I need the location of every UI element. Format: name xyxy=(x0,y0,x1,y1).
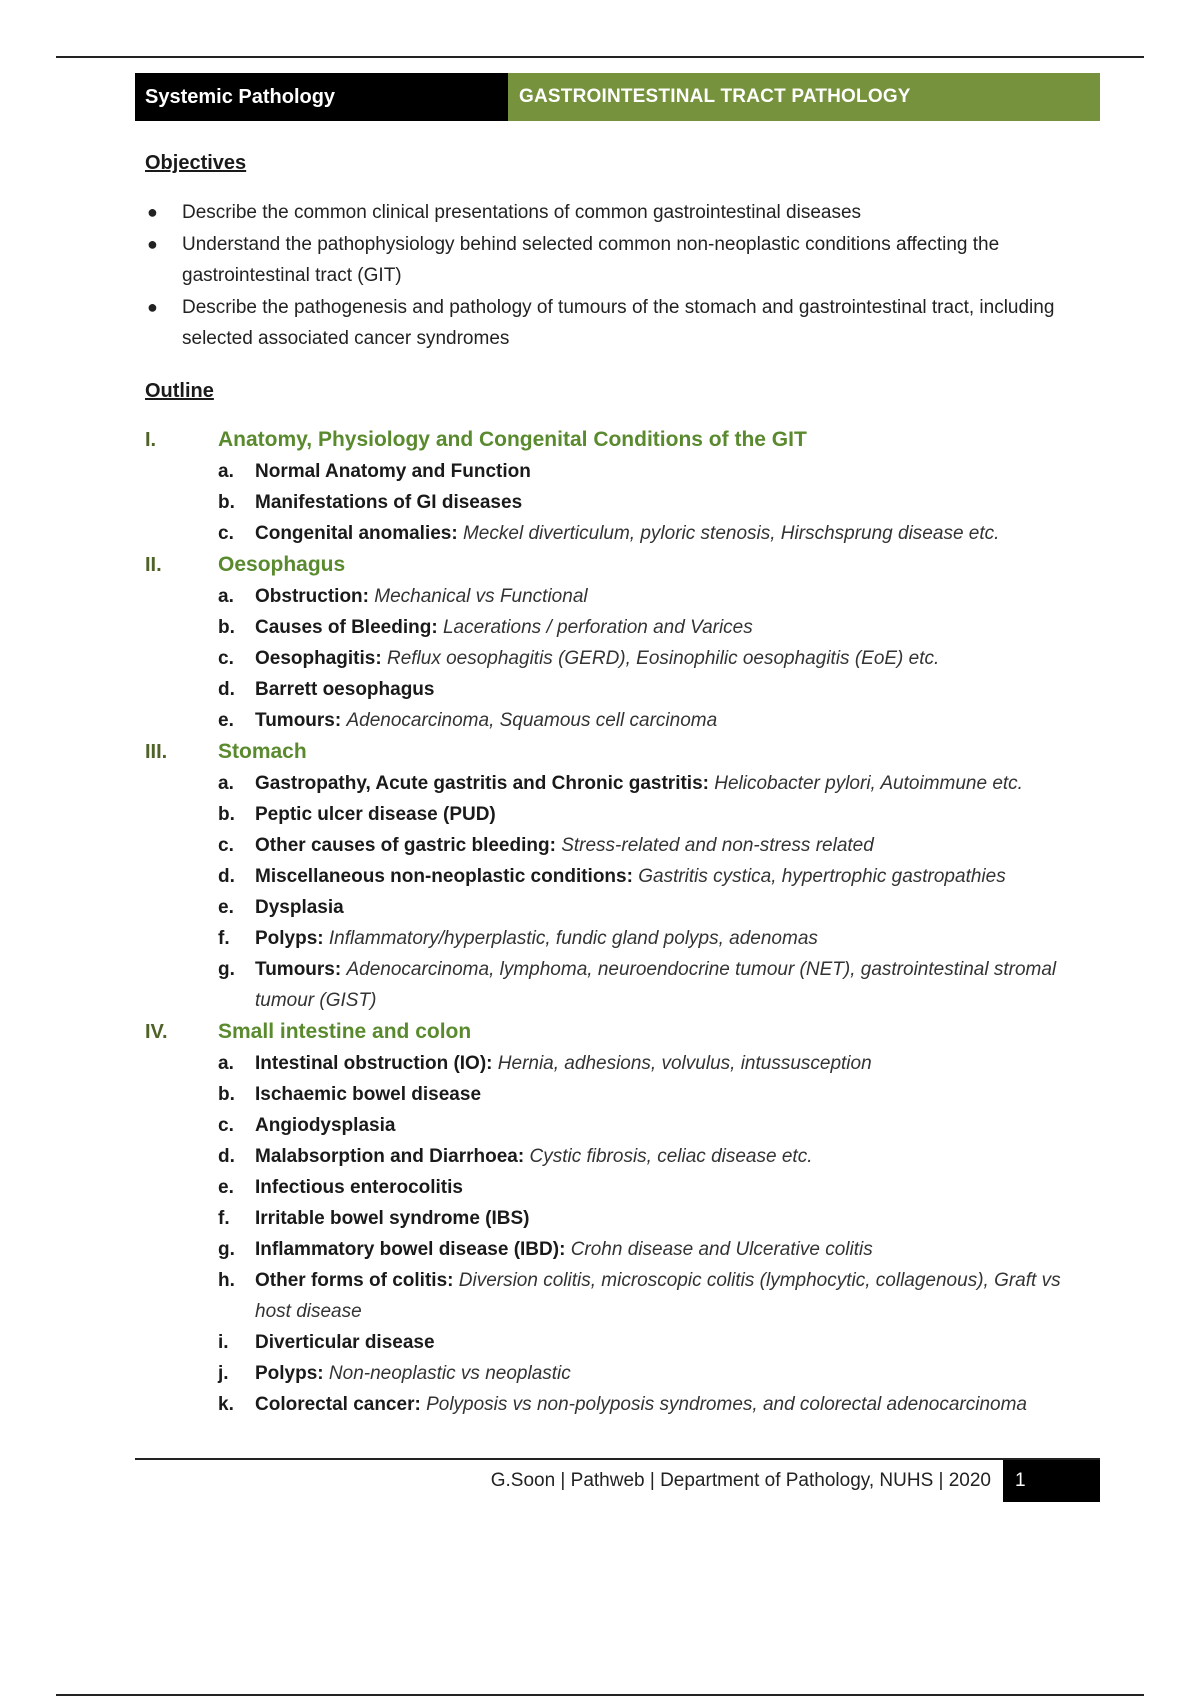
item-detail: Reflux oesophagitis (GERD), Eosinophilic oesophagitis (EoE) etc. xyxy=(386,647,940,669)
outline-heading: Outline xyxy=(145,379,214,402)
objective-text: Describe the pathogenesis and pathology of tumours of the stomach and gastrointestinal tract, including selected associated cancer syndromes xyxy=(182,296,1055,349)
outline-item xyxy=(145,1327,1105,1358)
bullet-icon: ● xyxy=(147,202,158,222)
objective-item xyxy=(145,292,1105,355)
item-detail: Adenocarcinoma, lymphoma, neuroendocrine tumour (NET), gastrointestinal stromal tumour (GIST) xyxy=(255,958,1057,1011)
section-number: IV. xyxy=(145,1020,168,1043)
item-text xyxy=(255,705,1085,736)
outline-item xyxy=(145,643,1105,674)
outline-subsection-list xyxy=(145,1048,1105,1420)
item-letter: d. xyxy=(218,678,235,700)
outline-item xyxy=(145,1172,1105,1203)
outline-item xyxy=(145,612,1105,643)
item-detail: Gastritis cystica, hypertrophic gastropathies xyxy=(638,865,1006,887)
item-label: Barrett oesophagus xyxy=(255,678,435,700)
item-detail: Polyposis vs non-polyposis syndromes, and colorectal adenocarcinoma xyxy=(426,1393,1027,1415)
page-header xyxy=(135,73,1100,121)
item-label: Angiodysplasia xyxy=(255,1114,396,1136)
item-label: Manifestations of GI diseases xyxy=(255,491,523,513)
item-letter: f. xyxy=(218,927,230,949)
item-label: Infectious enterocolitis xyxy=(255,1176,463,1198)
section-title: Stomach xyxy=(218,739,307,763)
item-text xyxy=(255,1265,1085,1327)
item-text xyxy=(255,612,1085,643)
item-letter: g. xyxy=(218,958,235,980)
item-label: Oesophagitis: xyxy=(255,647,382,669)
item-text xyxy=(255,954,1085,1016)
outline-subsection-list xyxy=(145,768,1105,1016)
item-label: Malabsorption and Diarrhoea: xyxy=(255,1145,525,1167)
item-letter: c. xyxy=(218,647,234,669)
section-number: III. xyxy=(145,740,168,763)
item-text xyxy=(255,487,1085,518)
objective-text: Describe the common clinical presentations of common gastrointestinal diseases xyxy=(182,202,862,223)
outline-item xyxy=(145,1358,1105,1389)
section-number: II. xyxy=(145,553,162,576)
item-letter: a. xyxy=(218,460,234,482)
outline-item xyxy=(145,518,1105,549)
bullet-icon: ● xyxy=(147,233,158,254)
outline-item xyxy=(145,861,1105,892)
outline-item xyxy=(145,799,1105,830)
page-number: 1 xyxy=(1003,1460,1100,1502)
item-letter: h. xyxy=(218,1269,235,1291)
item-text xyxy=(255,1048,1085,1079)
item-text xyxy=(255,1234,1085,1265)
outline-item xyxy=(145,768,1105,799)
item-label: Tumours: xyxy=(255,709,342,731)
outline-item xyxy=(145,456,1105,487)
top-rule xyxy=(56,56,1144,58)
outline-item xyxy=(145,1203,1105,1234)
item-text xyxy=(255,861,1085,892)
item-letter: d. xyxy=(218,1145,235,1167)
item-letter: e. xyxy=(218,896,234,918)
item-letter: g. xyxy=(218,1238,235,1260)
item-detail: Hernia, adhesions, volvulus, intussusception xyxy=(497,1052,872,1074)
item-text xyxy=(255,581,1085,612)
item-text xyxy=(255,892,1085,923)
item-text xyxy=(255,1358,1085,1389)
section-title: Small intestine and colon xyxy=(218,1019,472,1043)
item-label: Miscellaneous non-neoplastic conditions: xyxy=(255,865,633,887)
item-text xyxy=(255,674,1085,705)
objective-item xyxy=(145,197,1105,229)
item-label: Diverticular disease xyxy=(255,1331,435,1353)
item-letter: j. xyxy=(218,1362,229,1384)
item-letter: i. xyxy=(218,1331,229,1353)
bottom-rule xyxy=(56,1694,1144,1696)
outline-item xyxy=(145,954,1105,1016)
item-letter: b. xyxy=(218,803,235,825)
item-label: Peptic ulcer disease (PUD) xyxy=(255,803,496,825)
objectives-list xyxy=(145,197,1105,355)
item-text xyxy=(255,799,1085,830)
item-label: Polyps: xyxy=(255,1362,324,1384)
outline-item xyxy=(145,705,1105,736)
item-text xyxy=(255,1079,1085,1110)
item-text xyxy=(255,1172,1085,1203)
outline-item xyxy=(145,1234,1105,1265)
item-text xyxy=(255,1110,1085,1141)
item-letter: k. xyxy=(218,1393,234,1415)
page-footer xyxy=(135,1460,1100,1502)
item-label: Gastropathy, Acute gastritis and Chronic gastritis: xyxy=(255,772,709,794)
objectives-heading: Objectives xyxy=(145,152,247,174)
outline-item xyxy=(145,581,1105,612)
objective-text: Understand the pathophysiology behind selected common non-neoplastic conditions affecting the gastrointestinal tract (GIT) xyxy=(182,233,1000,286)
item-detail: Mechanical vs Functional xyxy=(374,585,588,607)
item-label: Congenital anomalies: xyxy=(255,522,458,544)
item-detail: Cystic fibrosis, celiac disease etc. xyxy=(529,1145,813,1167)
item-text xyxy=(255,1389,1085,1420)
item-text xyxy=(255,643,1085,674)
item-text xyxy=(255,1327,1085,1358)
item-label: Ischaemic bowel disease xyxy=(255,1083,482,1105)
page-content xyxy=(145,143,1105,1420)
item-label: Inflammatory bowel disease (IBD): xyxy=(255,1238,566,1260)
outline-item xyxy=(145,1389,1105,1420)
item-text xyxy=(255,768,1085,799)
item-letter: e. xyxy=(218,1176,234,1198)
outline-item xyxy=(145,1048,1105,1079)
outline-section-heading xyxy=(145,1016,1105,1048)
item-detail: Stress-related and non-stress related xyxy=(561,834,874,856)
outline-item xyxy=(145,1079,1105,1110)
item-letter: e. xyxy=(218,709,234,731)
item-text xyxy=(255,923,1085,954)
item-detail: Diversion colitis, microscopic colitis (lymphocytic, collagenous), Graft vs host disease xyxy=(255,1269,1061,1322)
outline-item xyxy=(145,892,1105,923)
item-detail: Non-neoplastic vs neoplastic xyxy=(328,1362,571,1384)
item-detail: Helicobacter pylori, Autoimmune etc. xyxy=(714,772,1023,794)
item-letter: b. xyxy=(218,1083,235,1105)
item-letter: b. xyxy=(218,616,235,638)
outline-item xyxy=(145,1265,1105,1327)
item-letter: c. xyxy=(218,1114,234,1136)
section-number: I. xyxy=(145,428,157,451)
item-label: Polyps: xyxy=(255,927,324,949)
item-detail: Lacerations / perforation and Varices xyxy=(442,616,753,638)
item-text xyxy=(255,1141,1085,1172)
item-label: Other forms of colitis: xyxy=(255,1269,454,1291)
item-letter: d. xyxy=(218,865,235,887)
item-label: Other causes of gastric bleeding: xyxy=(255,834,556,856)
item-label: Causes of Bleeding: xyxy=(255,616,438,638)
outline-subsection-list xyxy=(145,581,1105,736)
item-letter: a. xyxy=(218,772,234,794)
header-course-title: Systemic Pathology xyxy=(135,73,508,121)
item-label: Colorectal cancer: xyxy=(255,1393,421,1415)
outline-section-heading xyxy=(145,736,1105,768)
footer-credit: G.Soon | Pathweb | Department of Pathology, NUHS | 2020 xyxy=(490,1470,991,1491)
item-detail: Crohn disease and Ulcerative colitis xyxy=(570,1238,873,1260)
item-text xyxy=(255,1203,1085,1234)
item-letter: c. xyxy=(218,522,234,544)
item-label: Normal Anatomy and Function xyxy=(255,460,531,482)
outline-item xyxy=(145,830,1105,861)
item-detail: Meckel diverticulum, pyloric stenosis, Hirschsprung disease etc. xyxy=(462,522,1000,544)
outline-item xyxy=(145,1141,1105,1172)
item-text xyxy=(255,456,1085,487)
item-letter: a. xyxy=(218,585,234,607)
header-topic-title: GASTROINTESTINAL TRACT PATHOLOGY xyxy=(508,73,1100,121)
outline-item xyxy=(145,674,1105,705)
item-detail: Inflammatory/hyperplastic, fundic gland polyps, adenomas xyxy=(328,927,818,949)
item-label: Intestinal obstruction (IO): xyxy=(255,1052,493,1074)
bullet-icon: ● xyxy=(147,296,158,317)
outline-subsection-list xyxy=(145,456,1105,549)
outline-section-heading xyxy=(145,549,1105,581)
outline-list xyxy=(145,424,1105,1420)
outline-item xyxy=(145,923,1105,954)
section-title: Oesophagus xyxy=(218,552,346,576)
item-label: Obstruction: xyxy=(255,585,369,607)
item-letter: c. xyxy=(218,834,234,856)
item-text xyxy=(255,830,1085,861)
item-label: Tumours: xyxy=(255,958,342,980)
item-label: Dysplasia xyxy=(255,896,344,918)
outline-section-heading xyxy=(145,424,1105,456)
item-letter: b. xyxy=(218,491,235,513)
outline-item xyxy=(145,1110,1105,1141)
outline-item xyxy=(145,487,1105,518)
item-letter: f. xyxy=(218,1207,230,1229)
item-text xyxy=(255,518,1085,549)
item-letter: a. xyxy=(218,1052,234,1074)
item-label: Irritable bowel syndrome (IBS) xyxy=(255,1207,530,1229)
section-title: Anatomy, Physiology and Congenital Conditions of the GIT xyxy=(218,427,807,451)
item-detail: Adenocarcinoma, Squamous cell carcinoma xyxy=(346,709,718,731)
objective-item xyxy=(145,229,1105,292)
